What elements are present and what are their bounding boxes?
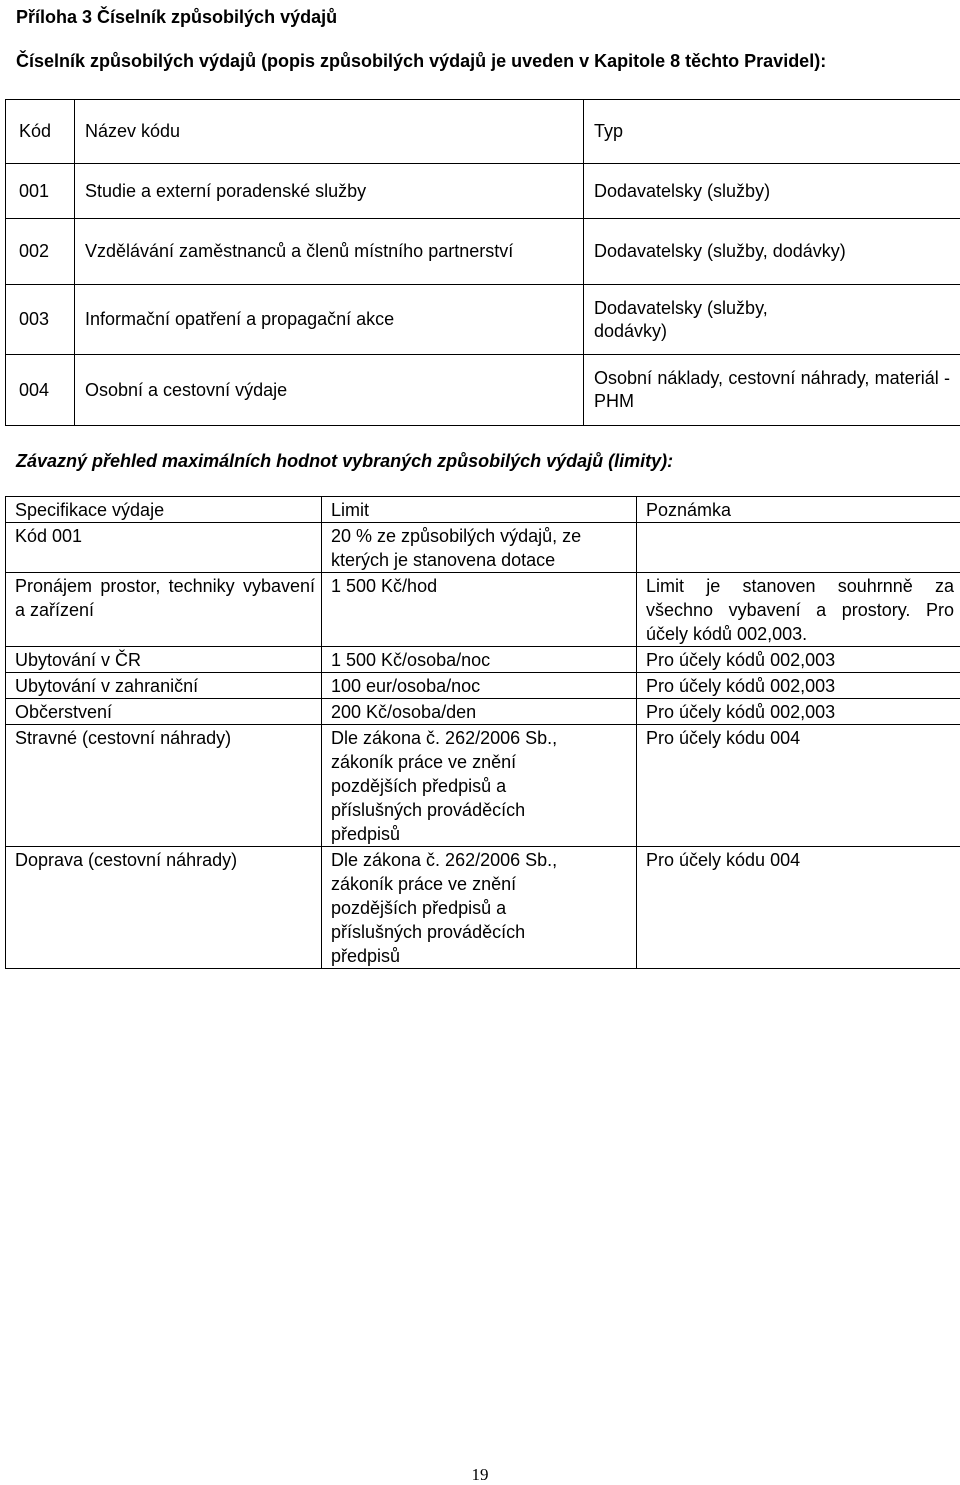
code-cell: 004 bbox=[6, 355, 75, 426]
appendix-title: Příloha 3 Číselník způsobilých výdajů bbox=[16, 6, 337, 28]
note-cell: Pro účely kódu 004 bbox=[637, 847, 960, 969]
header-type: Typ bbox=[584, 100, 960, 164]
code-name-cell: Vzdělávání zaměstnanců a členů místního partnerství bbox=[75, 219, 584, 285]
code-cell: 001 bbox=[6, 164, 75, 219]
header-note: Poznámka bbox=[637, 497, 960, 523]
table-row bbox=[6, 523, 960, 573]
limit-cell: Dle zákona č. 262/2006 Sb., zákoník práce ve znění pozdějších předpisů a příslušných prováděcích předpisů bbox=[322, 725, 637, 847]
note-cell: Pro účely kódů 002,003 bbox=[637, 673, 960, 699]
limit-cell: 200 Kč/osoba/den bbox=[322, 699, 637, 725]
spec-cell: Doprava (cestovní náhrady) bbox=[6, 847, 322, 969]
note-cell: Limit je stanoven souhrnně za všechno vybavení a prostory. Pro účely kódů 002,003. bbox=[637, 573, 960, 647]
table-row bbox=[6, 673, 960, 699]
limit-cell: 20 % ze způsobilých výdajů, ze kterých je stanovena dotace bbox=[322, 523, 637, 573]
table-row bbox=[6, 164, 960, 219]
note-cell: Pro účely kódů 002,003 bbox=[637, 647, 960, 673]
code-name-cell: Osobní a cestovní výdaje bbox=[75, 355, 584, 426]
page-number: 19 bbox=[0, 1465, 960, 1485]
table-row bbox=[6, 699, 960, 725]
code-cell: 003 bbox=[6, 285, 75, 355]
code-name-cell: Studie a externí poradenské služby bbox=[75, 164, 584, 219]
limit-cell: Dle zákona č. 262/2006 Sb., zákoník práce ve znění pozdějších předpisů a příslušných prováděcích předpisů bbox=[322, 847, 637, 969]
table-row bbox=[6, 725, 960, 847]
code-type-cell: Dodavatelsky (služby, dodávky) bbox=[584, 285, 960, 355]
header-code-name: Název kódu bbox=[75, 100, 584, 164]
header-specification: Specifikace výdaje bbox=[6, 497, 322, 523]
codes-section-title: Číselník způsobilých výdajů (popis způsobilých výdajů je uveden v Kapitole 8 těchto Pravidel): bbox=[16, 50, 826, 72]
table-header-row bbox=[6, 100, 960, 164]
header-limit: Limit bbox=[322, 497, 637, 523]
spec-cell: Pronájem prostor, techniky vybavení a zařízení bbox=[6, 573, 322, 647]
code-type-cell: Dodavatelsky (služby) bbox=[584, 164, 960, 219]
code-cell: 002 bbox=[6, 219, 75, 285]
spec-cell: Ubytování v ČR bbox=[6, 647, 322, 673]
table-row bbox=[6, 355, 960, 426]
note-cell: Pro účely kódů 002,003 bbox=[637, 699, 960, 725]
table-header-row bbox=[6, 497, 960, 523]
table-row bbox=[6, 647, 960, 673]
expenditure-limits-table bbox=[5, 496, 960, 969]
limits-section-title: Závazný přehled maximálních hodnot vybraných způsobilých výdajů (limity): bbox=[16, 450, 673, 472]
table-row bbox=[6, 847, 960, 969]
note-cell bbox=[637, 523, 960, 573]
spec-cell: Stravné (cestovní náhrady) bbox=[6, 725, 322, 847]
expenditure-codes-table bbox=[5, 99, 960, 426]
code-type-cell: Osobní náklady, cestovní náhrady, materiál - PHM bbox=[584, 355, 960, 426]
limit-cell: 1 500 Kč/hod bbox=[322, 573, 637, 647]
header-code: Kód bbox=[6, 100, 75, 164]
limit-cell: 100 eur/osoba/noc bbox=[322, 673, 637, 699]
spec-cell: Ubytování v zahraniční bbox=[6, 673, 322, 699]
table-row bbox=[6, 573, 960, 647]
table-row bbox=[6, 285, 960, 355]
note-cell: Pro účely kódu 004 bbox=[637, 725, 960, 847]
code-type-cell: Dodavatelsky (služby, dodávky) bbox=[584, 219, 960, 285]
limit-cell: 1 500 Kč/osoba/noc bbox=[322, 647, 637, 673]
spec-cell: Občerstvení bbox=[6, 699, 322, 725]
spec-cell: Kód 001 bbox=[6, 523, 322, 573]
table-row bbox=[6, 219, 960, 285]
code-name-cell: Informační opatření a propagační akce bbox=[75, 285, 584, 355]
